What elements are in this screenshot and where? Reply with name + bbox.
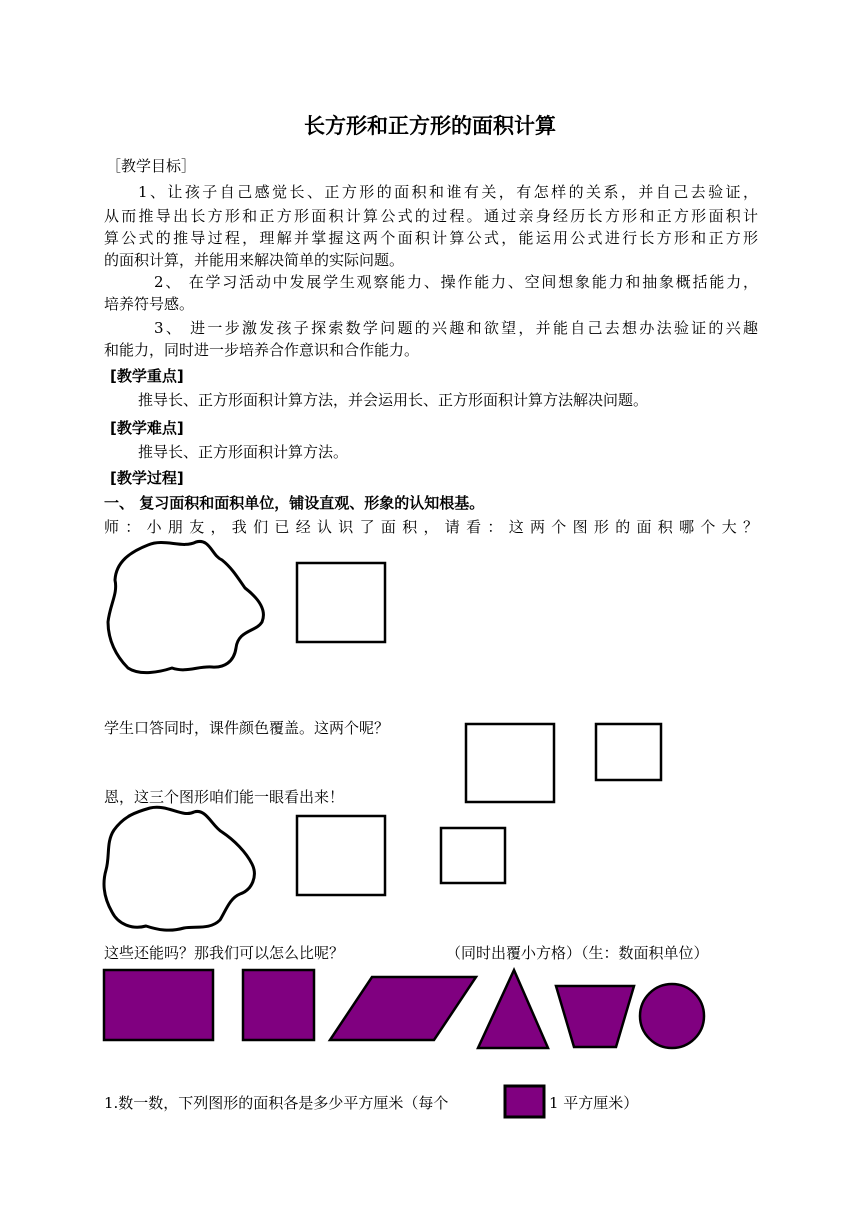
- question-1-prefix: 1.数一数，下列图形的面积各是多少平方厘米（每个: [104, 1094, 449, 1112]
- purple-parallelogram: [330, 977, 476, 1040]
- focus-heading: [教学重点]: [110, 367, 184, 385]
- three-shapes-line: 恩，这三个图形咱们能一眼看出来！: [104, 788, 345, 806]
- focus-text: 推导长、正方形面积计算方法，并会运用长、正方形面积计算方法解决问题。: [138, 391, 649, 409]
- purple-triangle: [478, 970, 548, 1048]
- goals-p2-line1: 2、 在学习活动中发展学生观察能力、操作能力、空间想象能力和抽象概括能力，: [154, 273, 758, 291]
- compare-question: 这些还能吗？那我们可以怎么比呢？: [104, 944, 345, 962]
- purple-trapezoid: [556, 986, 634, 1047]
- purple-circle: [640, 984, 704, 1048]
- teacher-question: 师：小朋友，我们已经认识了面积，请看：这两个图形的面积哪个大？: [104, 518, 758, 536]
- student-answer-line: 学生口答同时，课件颜色覆盖。这两个呢？: [104, 719, 390, 737]
- goals-p3-line2: 和能力，同时进一步培养合作意识和合作能力。: [104, 341, 420, 359]
- goals-p2-line2: 培养符号感。: [104, 295, 195, 313]
- goals-p1-line3: 算公式的推导过程，理解并掌握这两个面积计算公式，能运用公式进行长方形和正方形: [104, 229, 758, 247]
- purple-square: [243, 970, 314, 1040]
- square-large-1: [297, 563, 385, 642]
- square-large-3: [297, 816, 385, 895]
- goals-p1-line1: 1、让孩子自己感觉长、正方形的面积和谁有关，有怎样的关系，并自己去验证，: [138, 183, 758, 201]
- square-small-3: [441, 828, 505, 883]
- purple-rectangle: [104, 970, 213, 1040]
- difficulty-text: 推导长、正方形面积计算方法。: [138, 443, 349, 461]
- grid-note: （同时出覆小方格）（生：数面积单位）: [446, 944, 709, 962]
- question-1-suffix: 1 平方厘米）: [549, 1094, 639, 1112]
- goals-p1-line4: 的面积计算，并能用来解决简单的实际问题。: [104, 251, 405, 269]
- goals-p3-line1: 3、 进一步激发孩子探索数学问题的兴趣和欲望，并能自己去想办法验证的兴趣: [154, 319, 758, 337]
- unit-square-swatch: [505, 1086, 544, 1117]
- square-small-2: [596, 724, 661, 780]
- irregular-shape-1: [108, 541, 263, 672]
- section-one-heading: 一、 复习面积和面积单位，铺设直观、形象的认知根基。: [104, 494, 485, 512]
- process-heading: [教学过程]: [110, 469, 184, 487]
- difficulty-heading: [教学难点]: [110, 419, 184, 437]
- page-title: 长方形和正方形的面积计算: [304, 114, 556, 138]
- goals-heading: ［教学目标］: [106, 157, 197, 175]
- square-large-2: [466, 724, 554, 802]
- irregular-shape-2: [104, 807, 254, 930]
- goals-p1-line2: 从而推导出长方形和正方形面积计算公式的过程。通过亲身经历长方形和正方形面积计: [104, 207, 758, 225]
